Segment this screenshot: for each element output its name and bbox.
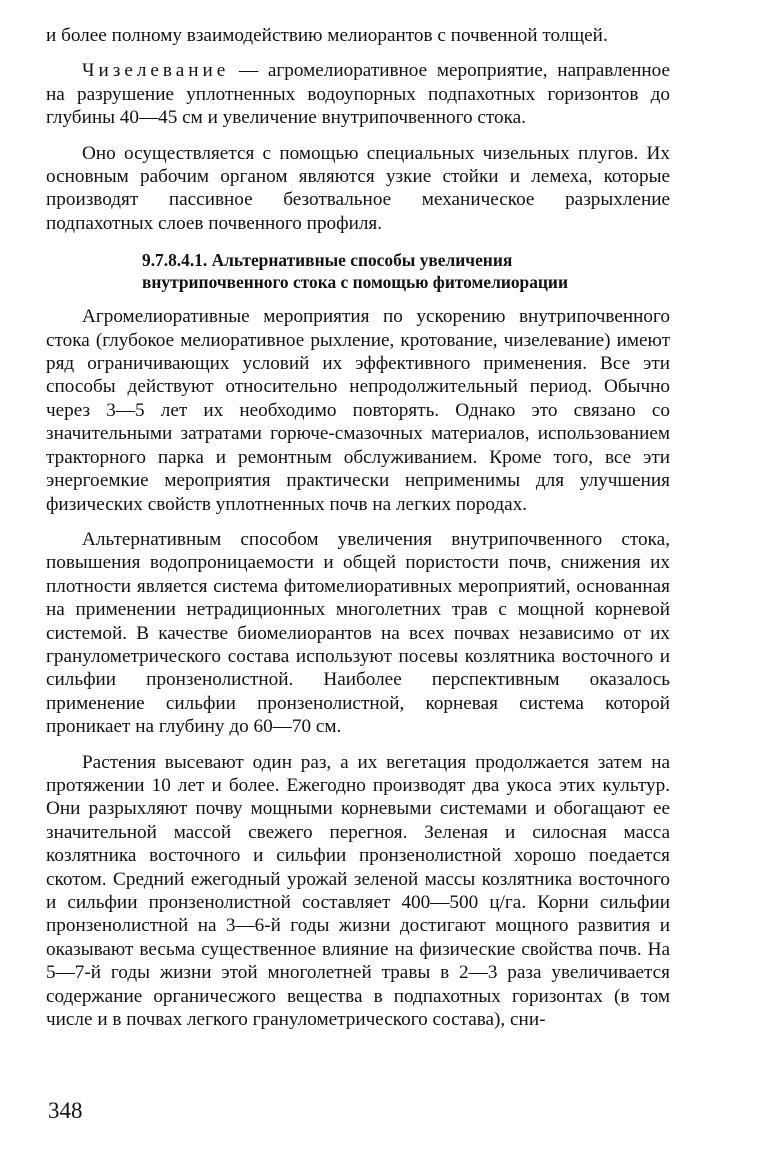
term-chiselling: Чизелевание (82, 60, 230, 82)
page-number: 348 (48, 1098, 83, 1123)
paragraph-chiselling-definition (46, 59, 670, 129)
definition-text: — агромелиоративное мероприятие, направленное на разрушение уплотненных водоупорных подпахотных горизонтов до глубины 40—45 см и увеличение внутрипочвенного стока. (46, 60, 670, 129)
section-heading-line-2: внутрипочвенного стока с помощью фитомелиорации (142, 272, 568, 293)
document-page (46, 24, 670, 1043)
paragraph-continuation: и более полному взаимодействию мелиорантов с почвенной толщей. (46, 25, 608, 46)
paragraph-phytomelioration: Альтернативным способом увеличения внутрипочвенного стока, повышения водопроницаемости и общей пористости почв, снижения их плотности является система фитомелиоративных мероприятий, основанная на применении нетрадиционных многолетних трав с мощной корневой системой. В качестве биомелиорантов на всех почвах независимо от их гранулометрического состава используют посевы козлятника восточного и сильфии пронзенолистной. Наиболее перспективным оказалось применение сильфии пронзенолистной, корневая система которой проникает на глубину до 60—70 см. (46, 528, 670, 738)
paragraph-chisel-ploughs: Оно осуществляется с помощью специальных чизельных плугов. Их основным рабочим органом являются узкие стойки и лемеха, которые производят пассивное безотвальное механическое разрыхление подпахотных слоев почвенного профиля. (46, 142, 670, 234)
section-heading-line-1: 9.7.8.4.1. Альтернативные способы увеличения (142, 250, 513, 271)
paragraph-plant-vegetation: Растения высевают один раз, а их вегетация продолжается затем на протяжении 10 лет и более. Ежегодно производят два укоса этих культур. Они разрыхляют почву мощными корневыми системами и обогащают ее значительной массой свежего перегноя. Зеленая и силосная масса козлятника восточного и сильфии пронзенолистной хорошо поедается скотом. Средний ежегодный урожай зеленой массы козлятника восточного и сильфии пронзенолистной составляет 400—500 ц/га. Корни сильфии пронзенолистной на 3—6-й годы жизни достигают мощного развития и оказывают весьма существенное влияние на физические свойства почв. На 5—7-й годы жизни этой многолетней травы в 2—3 раза увеличивается содержание органичесжого вещества в подпахотных горизонтах (в том числе и в почвах легкого гранулометрического состава), сни- (46, 751, 670, 1031)
section-heading (46, 249, 670, 293)
paragraph-agromeliorative-limits: Агромелиоративные мероприятия по ускорению внутрипочвенного стока (глубокое мелиоративное рыхление, кротование, чизелевание) имеют ряд ограничивающих условий их эффективного применения. Все эти способы действуют относительно непродолжительный период. Обычно через 3—5 лет их необходимо повторять. Однако это связано со значительными затратами горюче-смазочных материалов, использованием тракторного парка и ремонтным обслуживанием. Кроме того, все эти энергоемкие мероприятия практически неприменимы для улучшения физических свойств уплотненных почв на легких породах. (46, 306, 670, 515)
